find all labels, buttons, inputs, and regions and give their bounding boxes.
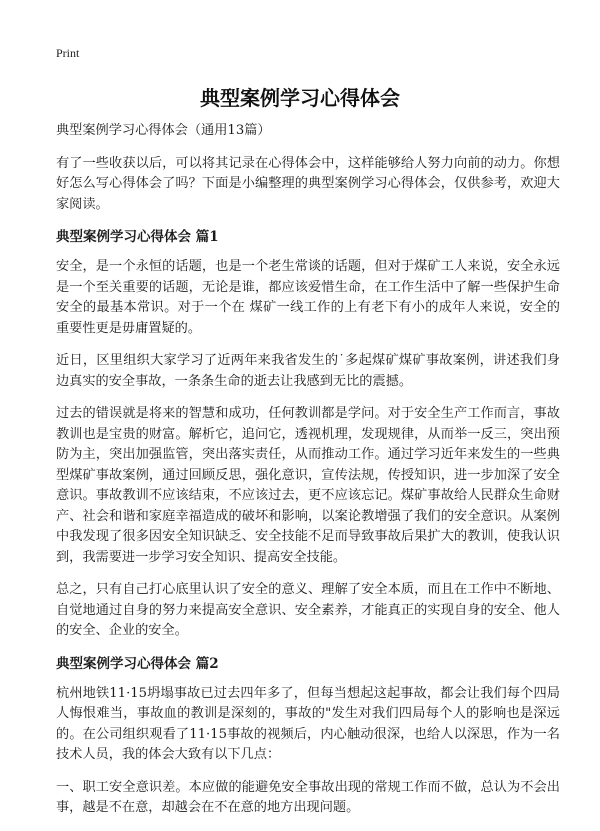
document-body: [56, 121, 560, 831]
paragraph: 安全，是一个永恒的话题，也是一个老生常谈的话题，但对于煤矿工人来说，安全永远是一个至关重要的话题，无论是谁，都应该爱惜生命，在工作生活中了解一些保护生命安全的最基本常识。对于一个在 煤矿一线工作的上有老下有小的成年人来说，安全的重要性更是毋庸置疑的。: [56, 259, 560, 336]
document-subtitle: 典型案例学习心得体会（通用13篇）: [56, 123, 271, 138]
paragraph: 总之，只有自己打心底里认识了安全的意义、理解了安全本质，而且在工作中不断地、自觉地通过自身的努力来提高安全意识、安全素养，才能真正的实现自身的安全、他人的安全、企业的安全。: [56, 582, 560, 638]
paragraph: 杭州地铁11·15坍塌事故已过去四年多了，但每当想起这起事故，都会让我们每个四局人悔恨难当，事故血的教训是深刻的，事故的"发生对我们四局每个人的影响也是深远的。在公司组织观看了11·15事故的视频后，内心触动很深，也给人以深思，作为一名技术人员，我的体会大致有以下几点：: [56, 685, 560, 762]
paragraph: 近日，区里组织大家学习了近两年来我省发生的˙多起煤矿煤矿事故案例，讲述我们身边真实的安全事故，一条条生命的逝去让我感到无比的震撼。: [56, 353, 560, 389]
section-heading-2: 典型案例学习心得体会 篇2: [56, 655, 219, 672]
print-link[interactable]: Print: [56, 46, 80, 60]
document-title: 典型案例学习心得体会: [200, 86, 400, 110]
intro-paragraph: 有了一些收获以后，可以将其记录在心得体会中，这样能够给人努力向前的动力。你想好怎么写心得体会了吗？下面是小编整理的典型案例学习心得体会，仅供参考，欢迎大家阅读。: [56, 155, 560, 212]
paragraph: 过去的错误就是将来的智慧和成功，任何教训都是学问。对于安全生产工作而言，事故教训也是宝贵的财富。解析它，追问它，透视机理，发现规律，从而举一反三，突出预防为主，突出加强监管，突出落实责任，从而推动工作。通过学习近年来发生的一些典型煤矿事故案例，通过回顾反思，强化意识，宣传法规，传授知识，进一步加深了安全意识。事故教训不应该结束，不应该过去，更不应该忘记。煤矿事故给人民群众生命财产、社会和谐和家庭幸福造成的破坏和影响，以案论教增强了我们的安全意识。从案例中我发现了很多因安全知识缺乏、安全技能不足而导致事故后果扩大的教训，使我认识到，我需要进一步学习安全知识、提高安全技能。: [56, 406, 560, 565]
paragraph: 一、职工安全意识差。本应做的能避免安全事故出现的常规工作而不做，总认为不会出事，越是不在意，却越会在不在意的地方出现问题。: [56, 779, 560, 815]
section-heading-1: 典型案例学习心得体会 篇1: [56, 229, 219, 245]
